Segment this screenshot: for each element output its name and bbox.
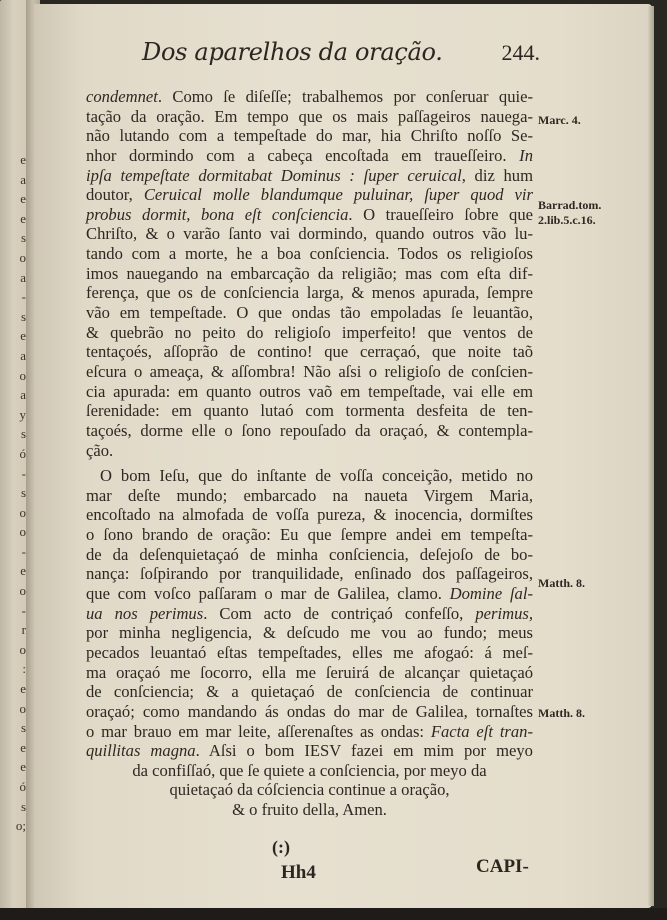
page-edge [648,6,654,906]
text-segment: . Como ſe diſeſſe; trabalhemos por conſeruar quie- [157,87,533,106]
text-line [86,486,533,506]
text-segment: O bom Ieſu, que do inſtante de voſſa conceição, metido no [100,466,533,486]
text-line [86,584,533,604]
left-fragment: s [20,308,26,324]
text-line [86,761,533,781]
latin-quote: Ceruical molle blandumque puluinar, ſuper quod vir [143,185,533,205]
left-fragment: s [20,485,26,501]
text-segment: . Com acto de contriçaó confeſſo, [203,603,476,623]
latin-quote: condemnet [86,87,158,106]
text-segment: nança: ſoſpirando por tranquilidade, enſinado dos paſſageiros, [86,564,533,584]
left-fragment: e [20,739,26,755]
left-fragment: a [20,171,26,187]
text-segment: o mar brauo em mar leite, aſſerenaſtes as ondas: [86,721,431,741]
text-line [86,283,533,303]
text-segment: ferença, que os de conſciencia larga, & menos apurada, ſempre [86,283,533,303]
text-segment: ma oraçaó me ſocorro, ella me ſeruirá de alcançar quietaçaó [86,662,533,682]
latin-quote: Facta eſt tran- [430,721,534,741]
left-fragment: o [19,641,26,657]
text-line [86,244,533,264]
text-segment: , diz hum [461,165,534,185]
text-line [86,205,533,225]
latin-quote: quillitas magna [86,741,196,761]
text-line [86,421,533,441]
left-fragment: - [21,543,26,559]
left-fragment: y [19,406,26,422]
text-line [86,126,533,146]
latin-quote: ua nos perimus [86,603,204,623]
left-fragment: s [20,426,26,442]
text-line [86,342,533,362]
left-fragment: e [20,681,26,697]
text-line [86,780,533,800]
text-line [86,441,533,461]
text-segment: encoſtado na almofada de voſſa pureza, & inocencia, dormiſtes [86,505,533,525]
left-fragment: o [19,700,26,716]
text-line [86,682,533,702]
left-fragment: e [20,759,26,775]
text-line [86,362,533,382]
left-fragment: o [19,583,26,599]
text-segment: quietaçaó da cóſciencia continue a oração, [169,780,450,800]
text-segment: . Aſsi o bom IESV fazei em mim por meyo [195,741,533,761]
left-fragment: a [20,269,26,285]
text-line [86,545,533,565]
left-fragment: e [20,152,26,167]
text-line [86,741,533,761]
left-fragment: o [19,249,26,265]
left-fragment: e [20,191,26,207]
text-segment: imos nauegando na embarcação da religião; mas com eſta dif- [86,263,533,283]
signature-mark: Hh4 [281,862,316,883]
text-line [86,303,533,323]
margin-note-barrad: Barrad.tom. 2.lib.5.c.16. [538,198,602,227]
left-fragment: e [20,563,26,579]
left-fragment: a [20,347,26,363]
text-segment: doutor, [86,185,144,205]
catchword: CAPI- [476,856,529,877]
text-line [86,264,533,284]
text-line [86,623,533,643]
margin-note-marc: Marc. 4. [538,113,581,127]
text-line [86,466,533,486]
left-fragment: o [19,367,26,383]
text-line [86,564,533,584]
left-fragment: - [21,289,26,305]
text-segment: o ſono brando de oração: Eu que ſempre andei em tempeſta- [86,525,533,545]
left-fragment: - [21,602,26,618]
text-segment: cia apurada: em quanto outros vaõ em tempeſtade, vai elle em [86,381,533,401]
text-segment: da confiſſaó, que ſe quiete a conſciencia, por meyo da [132,760,487,780]
left-fragment: s [20,720,26,736]
latin-quote: ipſa tempeſtate dormitabat Dominus : ſuper ceruical [86,165,462,185]
latin-quote: perimus, [475,603,533,623]
text-segment: & quebrão no peito do religioſo imperfeito! que ventos de [86,322,533,342]
text-line [86,722,533,742]
left-page-text-fragments [4,150,26,836]
left-fragment: ó [19,445,26,461]
text-segment: de da deſenquietaçaó de minha conſciencia, deſejoſo de bo- [86,544,533,564]
text-segment: nhor dormindo com a cabeça encoſtada em traueſſeiro. [86,145,520,165]
text-segment: & o fruito della, Amen. [232,800,387,820]
text-line [86,382,533,402]
text-line [86,604,533,624]
text-line [86,323,533,343]
text-line [86,107,533,127]
text-segment: taçoés, dorme elle o ſono repouſado da oraçaó, & contempla- [86,420,533,440]
body-text [86,87,533,820]
left-fragment: a [20,387,26,403]
text-segment: . O traueſſeiro ſobre que [348,204,533,224]
text-segment: tentaçoés, aſſoprão de contino! que cerraçaó, que noite taõ [86,342,533,362]
text-line [86,800,533,820]
text-line [86,505,533,525]
latin-quote: probus dormit, bona eſt conſciencia [86,204,349,224]
latin-quote: Domine ſal- [449,584,533,604]
text-segment: não lutando com a tempeſtade do mar, hia Chriſto noſſo Se- [86,126,533,146]
left-fragment: o; [15,818,26,834]
running-title: Dos aparelhos da oração. [142,38,443,66]
text-line [86,401,533,421]
text-line [86,146,533,166]
text-segment: ſerenidade: em quanto lutaó com tormenta desfeita de ten- [86,401,533,421]
text-line [86,224,533,244]
text-segment: mar deſte mundo; embarcado na naueta Virgem Maria, [86,485,533,505]
text-segment: tação da oração. Em tempo que os mais paſſageiros nauega- [86,106,533,126]
left-fragment: o [19,504,26,520]
text-segment: eſcura o ameaça, & aſſombra! Não aſsi o religioſo de conſcien- [86,361,533,381]
text-segment: de conſciencia; & a quietaçaó de conſciencia de continuar [86,682,533,702]
left-fragment: s [20,798,26,814]
text-line [86,702,533,722]
text-segment: por minha negligencia, & deſcudo me vou ao fundo; meus [86,623,533,643]
text-segment: Chriſto, & o varão ſanto vai dormindo, quando outros vão lu- [86,224,533,244]
latin-quote: In [519,145,533,165]
left-fragment: r [21,622,26,638]
background-shadow [0,908,667,920]
left-fragment: o [19,524,26,540]
text-segment: pecados leuantaó eſtas tempeſtades, elles me afogaó: á meſ- [86,642,533,662]
text-segment: oraçaó; como mandando ás ondas do mar de Galilea, tornaſtes [86,701,533,721]
text-line [86,166,533,186]
left-fragment: s [20,230,26,246]
text-segment: que com voſco paſſaram o mar de Galilea, clamo. [86,584,450,604]
running-header [140,38,540,72]
text-line [86,643,533,663]
left-fragment: : [22,661,26,677]
text-segment: vão em tempeſtade. O que ondas tão empoladas ſe leuantão, [86,303,533,323]
margin-note-matth-2: Matth. 8. [538,706,585,720]
footer-ornament: (:) [272,837,290,857]
text-line [86,87,533,107]
page-number: 244. [501,40,540,65]
left-fragment: e [20,210,26,226]
left-fragment: e [20,328,26,344]
text-line [86,663,533,683]
text-line [86,185,533,205]
left-fragment: ó [19,779,26,794]
text-line [86,525,533,545]
text-segment: tando com a morte, he a boa conſciencia. Todos os religioſos [86,244,533,264]
left-fragment: - [21,465,26,481]
text-segment: ção. [86,440,114,460]
margin-note-matth-1: Matth. 8. [538,576,585,590]
